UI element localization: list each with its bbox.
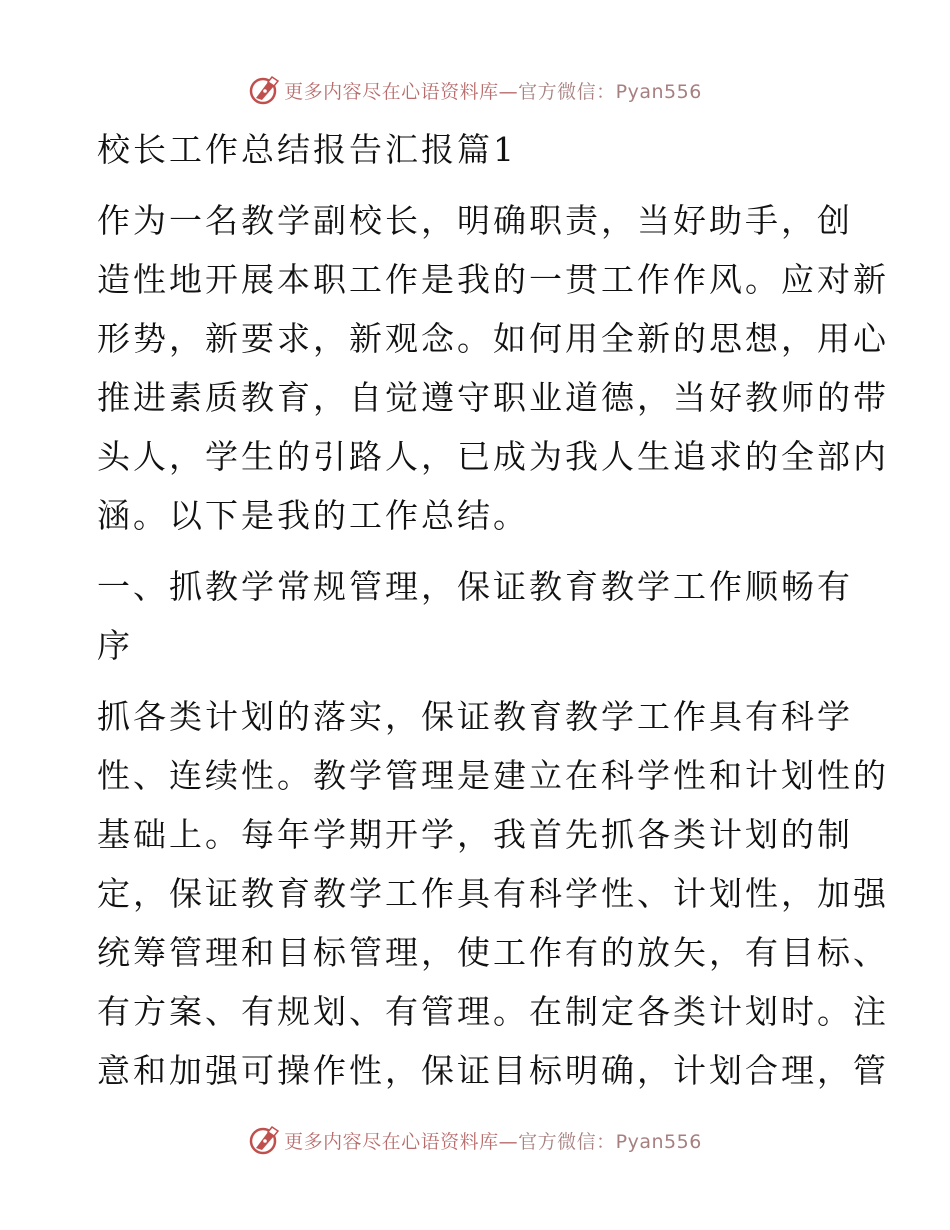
pen-nib-logo-icon xyxy=(248,74,280,106)
heading-line: 序 xyxy=(97,626,133,665)
document-title: 校长工作总结报告汇报篇1 xyxy=(97,130,517,169)
paragraph-plans xyxy=(97,687,889,1100)
paragraph-line: 形势，新要求，新观念。如何用全新的思想，用心 xyxy=(97,319,889,358)
paragraph-line: 抓各类计划的落实，保证教育教学工作具有科学 xyxy=(97,697,853,736)
document-body xyxy=(97,120,889,1100)
paragraph-intro xyxy=(97,191,889,545)
paragraph-line: 涵。以下是我的工作总结。 xyxy=(97,496,529,535)
banner-text xyxy=(284,1127,702,1154)
footer-banner xyxy=(0,1120,950,1160)
banner-wechat-text: 官方微信：Pyan556 xyxy=(518,80,702,103)
paragraph-line: 头人，学生的引路人，已成为我人生追求的全部内 xyxy=(97,437,889,476)
paragraph-line: 基础上。每年学期开学，我首先抓各类计划的制 xyxy=(97,815,853,854)
header-banner xyxy=(0,70,950,110)
banner-site-text: 更多内容尽在心语资料库— xyxy=(284,80,519,103)
banner-wechat-text: 官方微信：Pyan556 xyxy=(518,1130,702,1153)
paragraph-line: 有方案、有规划、有管理。在制定各类计划时。注 xyxy=(97,992,889,1031)
paragraph-line: 推进素质教育，自觉遵守职业道德，当好教师的带 xyxy=(97,378,889,417)
pen-nib-logo-icon xyxy=(248,1124,280,1156)
banner-site-text: 更多内容尽在心语资料库— xyxy=(284,1130,519,1153)
heading-line: 一、抓教学常规管理，保证教育教学工作顺畅有 xyxy=(97,567,853,606)
paragraph-line: 作为一名教学副校长，明确职责，当好助手，创 xyxy=(97,201,853,240)
paragraph-line: 统筹管理和目标管理，使工作有的放矢，有目标、 xyxy=(97,933,889,972)
section-heading-1 xyxy=(97,557,857,675)
paragraph-line: 定，保证教育教学工作具有科学性、计划性，加强 xyxy=(97,874,889,913)
paragraph-line: 意和加强可操作性，保证目标明确，计划合理，管 xyxy=(97,1051,889,1090)
banner-text xyxy=(284,77,702,104)
paragraph-line: 性、连续性。教学管理是建立在科学性和计划性的 xyxy=(97,756,889,795)
paragraph-line: 造性地开展本职工作是我的一贯工作作风。应对新 xyxy=(97,260,889,299)
